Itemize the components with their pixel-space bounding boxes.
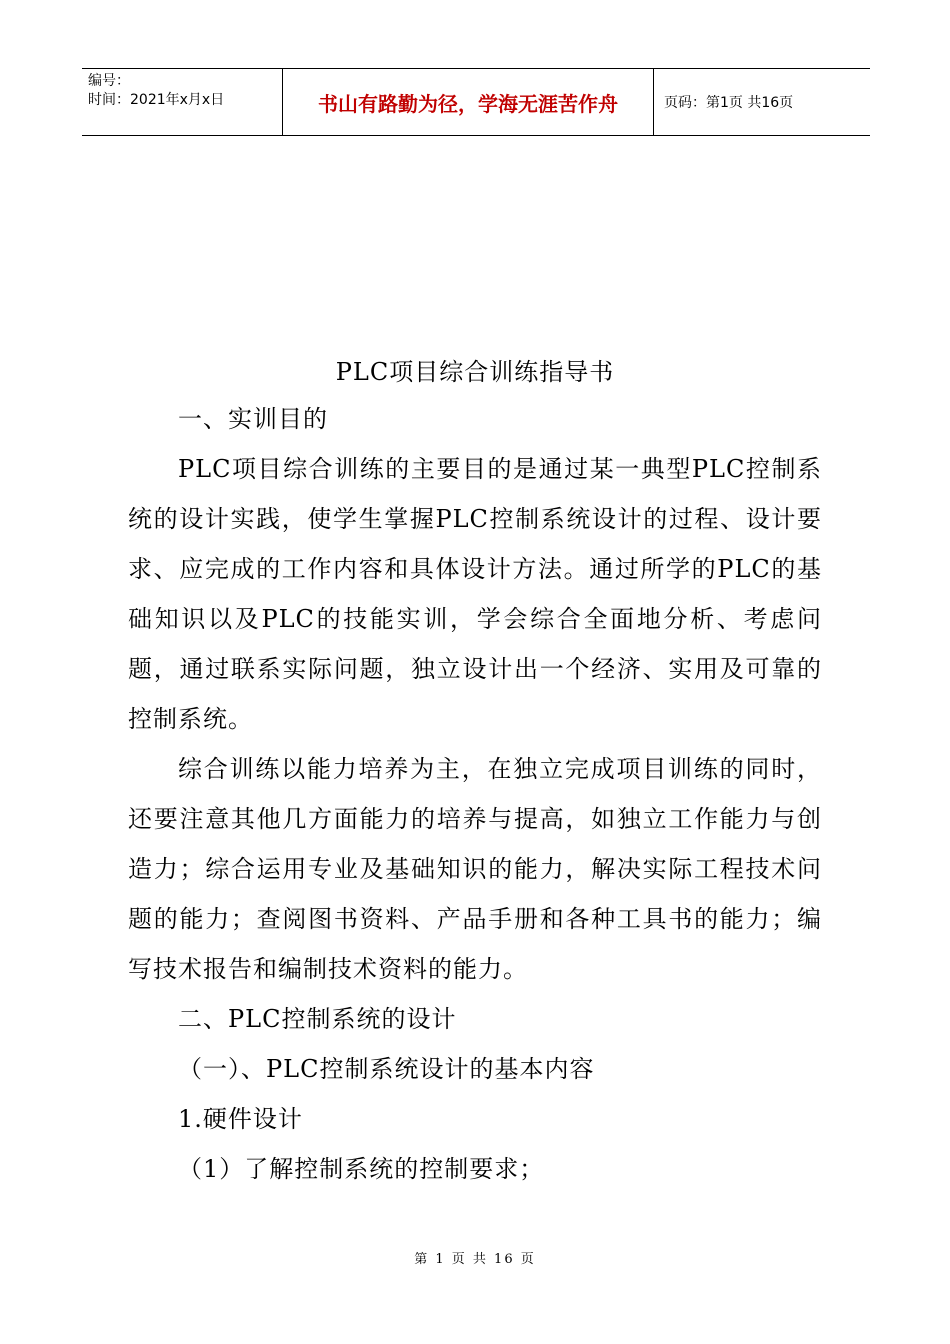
paragraph: PLC项目综合训练的主要目的是通过某一典型PLC控制系统的设计实践，使学生掌握PLC控制系统设计的过程、设计要求、应完成的工作内容和具体设计方法。通过所学的PLC的基础知识以及PLC的技能实训，学会综合全面地分析、考虑问题，通过联系实际问题，独立设计出一个经济、实用及可靠的控制系统。 [128, 455, 822, 733]
date-label: 时间：2021年x月x日 [88, 92, 225, 108]
header-page-info: 页码：第1页 共16页 [664, 95, 794, 111]
document-body [128, 350, 822, 1194]
page-footer: 第 1 页 共 16 页 [414, 1252, 536, 1267]
item-heading: 1.硬件设计 [178, 1105, 303, 1133]
document-title: PLC项目综合训练指导书 [335, 358, 615, 386]
section-heading: 一、实训目的 [178, 405, 328, 433]
subsection-heading: （一）、PLC控制系统设计的基本内容 [178, 1055, 595, 1083]
list-item: （1）了解控制系统的控制要求； [178, 1155, 545, 1183]
header-motto: 书山有路勤为径，学海无涯苦作舟 [282, 69, 654, 135]
document-header [82, 68, 870, 136]
section-heading: 二、PLC控制系统的设计 [178, 1005, 457, 1033]
header-meta [82, 69, 282, 135]
paragraph: 综合训练以能力培养为主，在独立完成项目训练的同时，还要注意其他几方面能力的培养与提高，如独立工作能力与创造力；综合运用专业及基础知识的能力，解决实际工程技术问题的能力；查阅图书资料、产品手册和各种工具书的能力；编写技术报告和编制技术资料的能力。 [128, 755, 822, 983]
serial-number-label: 编号： [88, 73, 130, 89]
